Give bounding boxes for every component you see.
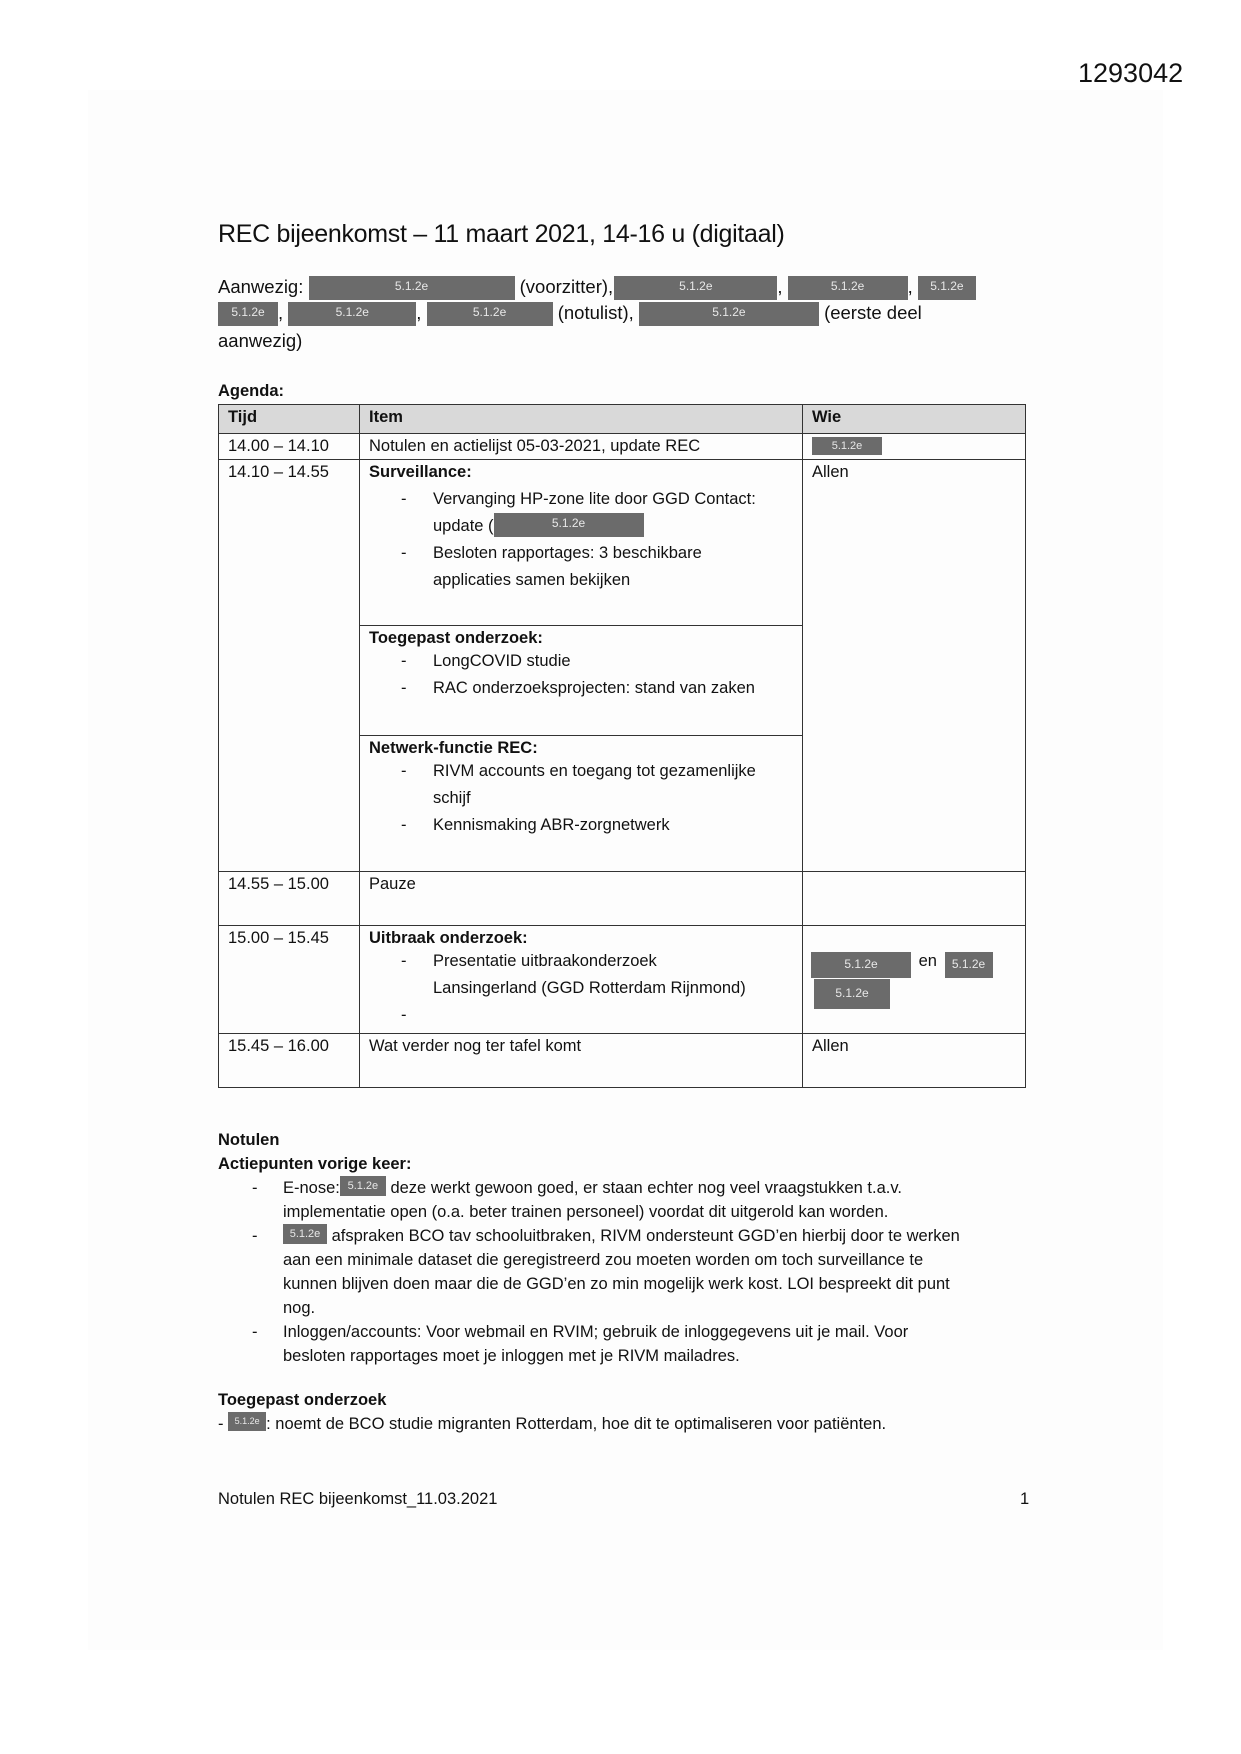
role-minutes: (notulist),: [557, 302, 634, 323]
bullet-text: LongCOVID studie: [433, 652, 571, 670]
bullet: [369, 758, 793, 785]
cell-time: 15.00 – 15.45: [219, 926, 360, 1034]
cell-item: Pauze: [360, 872, 803, 926]
action-prefix: E-nose:: [283, 1179, 340, 1197]
bullet-text: applicaties samen bekijken: [433, 571, 631, 589]
redaction: 5.1.2e: [228, 1412, 266, 1431]
separator: ,: [416, 302, 422, 323]
redaction: 5.1.2e: [288, 302, 416, 326]
cell-who: Allen: [803, 460, 1026, 872]
dash: -: [252, 1179, 258, 1197]
redaction: 5.1.2e: [788, 276, 908, 300]
dash: -: [401, 490, 407, 508]
dash: -: [401, 762, 407, 780]
bullet: [369, 486, 793, 513]
header-time: Tijd: [219, 405, 360, 434]
redaction: 5.1.2e: [494, 513, 644, 537]
cell-who: [803, 872, 1026, 926]
page-number: 1: [1020, 1490, 1030, 1508]
section-network: [360, 735, 802, 871]
cell-who: [803, 434, 1026, 460]
action-text-cont: kunnen blijven doen maar die de GGD’en zo min mogelijk werk kost. LOI bespreekt dit punt: [283, 1275, 950, 1293]
applied-item: [218, 1412, 1038, 1436]
table-row: [219, 926, 1026, 1034]
bullet-text: Lansingerland (GGD Rotterdam Rijnmond): [433, 979, 746, 997]
separator: ,: [777, 276, 783, 297]
bullet-text: Vervanging HP-zone lite door GGD Contact:: [433, 490, 756, 508]
redaction: 5.1.2e: [340, 1176, 386, 1196]
table-row: [219, 460, 1026, 872]
dash: -: [401, 1006, 407, 1024]
applied-text: : noemt de BCO studie migranten Rotterdam, hoe dit te optimaliseren voor patiënten.: [266, 1415, 887, 1433]
dash: -: [401, 652, 407, 670]
dash: -: [218, 1415, 229, 1433]
notes-section: [218, 1128, 1038, 1436]
bullet: [369, 540, 793, 567]
bullet-text: update (: [433, 517, 494, 535]
section-heading: Toegepast onderzoek:: [369, 629, 543, 647]
redaction: 5.1.2e: [812, 437, 882, 455]
bullet: [369, 948, 793, 975]
bullet-cont: [369, 975, 793, 1002]
bullet: [369, 648, 793, 675]
cell-time: 14.00 – 14.10: [219, 434, 360, 460]
table-row: [219, 1034, 1026, 1088]
redaction: 5.1.2e: [639, 302, 819, 326]
redaction: 5.1.2e: [218, 302, 278, 326]
action-text-cont: implementatie open (o.a. beter trainen personeel) voordat dit uitgerold kan worden.: [283, 1203, 889, 1221]
attendance-line-1: [218, 276, 976, 300]
header-item: Item: [360, 405, 803, 434]
section-heading: Uitbraak onderzoek:: [369, 929, 528, 947]
cell-item: [360, 926, 803, 1034]
bullet-text: Kennismaking ABR-zorgnetwerk: [433, 816, 670, 834]
notes-heading: Notulen: [218, 1131, 280, 1149]
redaction: 5.1.2e: [614, 276, 777, 300]
bullet-text: RIVM accounts en toegang tot gezamenlijke: [433, 762, 756, 780]
header-who: Wie: [803, 405, 1026, 434]
bullet-text: Besloten rapportages: 3 beschikbare: [433, 544, 702, 562]
action-item: [218, 1224, 1038, 1320]
redaction: 5.1.2e: [811, 952, 911, 978]
cell-who: [803, 926, 1026, 1034]
document-number: 1293042: [1078, 58, 1184, 88]
redaction: 5.1.2e: [918, 276, 976, 300]
footer-text: Notulen REC bijeenkomst_11.03.2021: [218, 1490, 498, 1508]
redaction: 5.1.2e: [945, 952, 993, 978]
page-title: REC bijeenkomst – 11 maart 2021, 14-16 u (digitaal): [218, 220, 785, 248]
table-header-row: [219, 405, 1026, 434]
agenda-table: [218, 404, 1026, 1088]
bullet: [369, 675, 793, 702]
applied-heading: Toegepast onderzoek: [218, 1391, 387, 1409]
bullet: [369, 812, 793, 839]
cell-item: Wat verder nog ter tafel komt: [360, 1034, 803, 1088]
bullet-text: schijf: [433, 789, 471, 807]
action-text-cont: nog.: [283, 1299, 316, 1317]
dash: -: [401, 544, 407, 562]
bullet-text: Presentatie uitbraakonderzoek: [433, 952, 657, 970]
section-heading: Netwerk-functie REC:: [369, 739, 538, 757]
dash: -: [401, 952, 407, 970]
redaction: 5.1.2e: [814, 979, 890, 1009]
role-partial: (eerste deel: [824, 302, 922, 323]
action-text-cont: aan een minimale dataset die geregistreerd zou moeten worden om toch surveillance te: [283, 1251, 924, 1269]
action-item: [218, 1176, 1038, 1224]
bullet-cont: [369, 567, 793, 594]
redaction: 5.1.2e: [427, 302, 553, 326]
table-row: [219, 434, 1026, 460]
action-item: [218, 1320, 1038, 1368]
bullet-cont: [369, 785, 793, 812]
actions-heading: Actiepunten vorige keer:: [218, 1155, 412, 1173]
cell-time: 14.10 – 14.55: [219, 460, 360, 872]
section-surveillance: [360, 460, 802, 625]
cell-time: 14.55 – 15.00: [219, 872, 360, 926]
bullet-text: RAC onderzoeksprojecten: stand van zaken: [433, 679, 755, 697]
action-text: Inloggen/accounts: Voor webmail en RVIM; gebruik de inloggegevens uit je mail. Voor: [283, 1323, 909, 1341]
dash: -: [252, 1323, 258, 1341]
attendance-label: Aanwezig:: [218, 276, 304, 297]
action-text: afspraken BCO tav schooluitbraken, RIVM ondersteunt GGD’en hierbij door te werken: [327, 1227, 960, 1245]
cell-item: Notulen en actielijst 05-03-2021, update REC: [360, 434, 803, 460]
section-heading: Surveillance:: [369, 463, 472, 481]
dash: -: [252, 1227, 258, 1245]
bullet-cont: [369, 513, 793, 540]
redaction: 5.1.2e: [309, 276, 515, 300]
action-text-cont: besloten rapportages moet je inloggen met je RIVM mailadres.: [283, 1347, 740, 1365]
dash: -: [401, 679, 407, 697]
cell-time: 15.45 – 16.00: [219, 1034, 360, 1088]
agenda-label: Agenda:: [218, 382, 284, 400]
cell-who: Allen: [803, 1034, 1026, 1088]
table-row: [219, 872, 1026, 926]
redaction: 5.1.2e: [283, 1224, 327, 1244]
attendance-line-2: [218, 302, 922, 326]
role-chair: (voorzitter),: [519, 276, 614, 297]
action-text: deze werkt gewoon goed, er staan echter nog veel vraagstukken t.a.v.: [385, 1179, 902, 1197]
cell-item: [360, 460, 803, 872]
dash: -: [401, 816, 407, 834]
attendance-line-3: aanwezig): [218, 330, 303, 351]
who-joiner: en: [918, 952, 937, 970]
separator: ,: [278, 302, 284, 323]
section-applied-research: [360, 625, 802, 735]
separator: ,: [907, 276, 913, 297]
